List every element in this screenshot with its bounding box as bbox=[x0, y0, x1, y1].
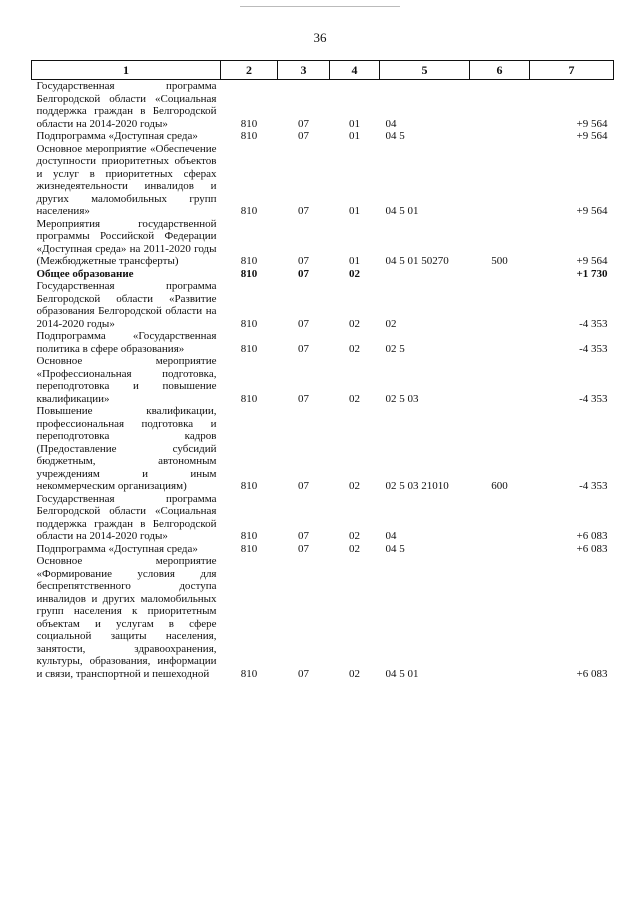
expense-type-cell bbox=[470, 543, 530, 556]
row-name-cell: Общее образование bbox=[36, 267, 134, 280]
row-name-cell: Государственная программа Белгородской области «Социальная поддержка граждан в Белгородской области на 2014-2020 годы» bbox=[36, 492, 217, 542]
page-number: 36 bbox=[313, 30, 327, 45]
target-article-cell: 04 5 01 bbox=[385, 667, 419, 680]
table-row bbox=[32, 218, 614, 268]
target-article-cell: 04 bbox=[385, 117, 397, 130]
code-ministry-cell: 810 bbox=[240, 205, 258, 217]
code-ministry-cell: 810 bbox=[240, 130, 258, 142]
code-ministry-cell: 810 bbox=[240, 542, 258, 555]
code-subsection-cell: 01 bbox=[349, 255, 360, 267]
target-article-cell: 04 5 bbox=[385, 130, 405, 142]
expense-type-cell bbox=[470, 280, 530, 330]
table-row bbox=[32, 330, 614, 355]
target-article-cell: 02 5 03 bbox=[385, 392, 419, 405]
table-row bbox=[32, 280, 614, 330]
header-col-2: 2 bbox=[221, 61, 278, 80]
target-article-cell: 04 bbox=[385, 530, 397, 542]
table-row bbox=[32, 543, 614, 556]
header-col-4: 4 bbox=[330, 61, 380, 80]
table-body bbox=[32, 80, 614, 681]
expense-type-cell bbox=[470, 143, 530, 218]
expense-type-cell bbox=[470, 80, 530, 131]
table-row bbox=[32, 143, 614, 218]
code-ministry-cell: 810 bbox=[240, 117, 258, 130]
code-subsection-cell: 02 bbox=[349, 317, 360, 330]
table-row bbox=[32, 493, 614, 543]
target-article-cell: 02 5 bbox=[385, 342, 405, 355]
code-section-cell: 07 bbox=[298, 342, 309, 355]
amount-cell: +6 083 bbox=[576, 667, 608, 680]
code-subsection-cell: 01 bbox=[349, 130, 360, 142]
row-name-cell: Основное мероприятие «Профессиональная подготовка, переподготовка и повышение квалификации» bbox=[36, 355, 217, 405]
row-name-cell: Основное мероприятие «Формирование условия для беспрепятственного доступа инвалидов и других маломобильных групп населения к приоритетным объектам и услугам в сфере социальной защиты населения, занятости, здравоохранения, культуры, образования, информации и связи, транспортной и пешеходной bbox=[36, 555, 217, 680]
code-subsection-cell: 02 bbox=[349, 267, 360, 280]
row-name-cell: Подпрограмма «Доступная среда» bbox=[36, 130, 198, 142]
target-article-cell: 04 5 01 bbox=[385, 205, 419, 217]
code-subsection-cell: 02 bbox=[349, 667, 360, 680]
code-ministry-cell: 810 bbox=[240, 530, 258, 542]
amount-cell: -4 353 bbox=[579, 480, 608, 492]
amount-cell: +9 564 bbox=[576, 205, 608, 217]
code-section-cell: 07 bbox=[298, 530, 309, 542]
expense-type-cell: 600 bbox=[491, 480, 508, 492]
code-ministry-cell: 810 bbox=[240, 480, 258, 492]
table-row bbox=[32, 268, 614, 281]
table-row bbox=[32, 80, 614, 131]
header-col-7: 7 bbox=[530, 61, 614, 80]
top-scan-line bbox=[240, 6, 400, 7]
amount-cell: +1 730 bbox=[576, 267, 608, 280]
target-article-cell: 04 5 01 50270 bbox=[385, 255, 449, 267]
row-name-cell: Мероприятия государственной программы Российской Федерации «Доступная среда» на 2011-2020 годы (Межбюджетные трансферты) bbox=[36, 217, 217, 267]
code-section-cell: 07 bbox=[298, 255, 309, 267]
row-name-cell: Подпрограмма «Доступная среда» bbox=[36, 542, 198, 555]
code-section-cell: 07 bbox=[298, 317, 309, 330]
code-subsection-cell: 02 bbox=[349, 480, 360, 492]
amount-cell: +9 564 bbox=[576, 255, 608, 267]
code-subsection-cell: 02 bbox=[349, 542, 360, 555]
code-subsection-cell: 01 bbox=[349, 205, 360, 217]
target-article-cell: 02 5 03 21010 bbox=[385, 480, 449, 492]
code-ministry-cell: 810 bbox=[240, 317, 258, 330]
code-section-cell: 07 bbox=[298, 117, 309, 130]
code-section-cell: 07 bbox=[298, 542, 309, 555]
row-name-cell: Подпрограмма «Государственная политика в сфере образования» bbox=[36, 330, 217, 355]
amount-cell: +9 564 bbox=[576, 130, 608, 142]
code-section-cell: 07 bbox=[298, 392, 309, 405]
amount-cell: +9 564 bbox=[576, 117, 608, 130]
target-article-cell bbox=[380, 268, 470, 281]
code-subsection-cell: 02 bbox=[349, 530, 360, 542]
expense-type-cell bbox=[470, 555, 530, 680]
code-ministry-cell: 810 bbox=[240, 342, 258, 355]
code-section-cell: 07 bbox=[298, 480, 309, 492]
table-row bbox=[32, 130, 614, 143]
expense-type-cell bbox=[470, 493, 530, 543]
header-row bbox=[32, 61, 614, 80]
target-article-cell: 04 5 bbox=[385, 542, 405, 555]
header-col-6: 6 bbox=[470, 61, 530, 80]
expense-type-cell bbox=[470, 268, 530, 281]
row-name-cell: Повышение квалификации, профессиональная подготовка и переподготовка кадров (Предоставление субсидий бюджетным, автономным учреждениям и иным некоммерческим организациям) bbox=[36, 405, 217, 492]
table-row bbox=[32, 405, 614, 493]
expense-type-cell bbox=[470, 130, 530, 143]
code-section-cell: 07 bbox=[298, 205, 309, 217]
amount-cell: +6 083 bbox=[576, 530, 608, 542]
code-subsection-cell: 02 bbox=[349, 392, 360, 405]
code-ministry-cell: 810 bbox=[240, 392, 258, 405]
header-col-3: 3 bbox=[278, 61, 330, 80]
code-ministry-cell: 810 bbox=[240, 667, 258, 680]
header-col-1: 1 bbox=[32, 61, 221, 80]
code-section-cell: 07 bbox=[298, 667, 309, 680]
expense-type-cell bbox=[470, 330, 530, 355]
amount-cell: +6 083 bbox=[576, 542, 608, 555]
expense-type-cell bbox=[470, 355, 530, 405]
row-name-cell: Государственная программа Белгородской области «Социальная поддержка граждан в Белгородской области на 2014-2020 годы» bbox=[36, 80, 217, 130]
row-name-cell: Основное мероприятие «Обеспечение доступности приоритетных объектов и услуг в приоритетных сферах жизнедеятельности инвалидов и других маломобильных групп населения» bbox=[36, 142, 217, 217]
amount-cell: -4 353 bbox=[579, 342, 608, 355]
amount-cell: -4 353 bbox=[579, 392, 608, 405]
header-col-5: 5 bbox=[380, 61, 470, 80]
code-ministry-cell: 810 bbox=[240, 267, 258, 280]
target-article-cell: 02 bbox=[385, 317, 397, 330]
code-subsection-cell: 01 bbox=[349, 117, 360, 130]
code-ministry-cell: 810 bbox=[240, 255, 258, 267]
table-row bbox=[32, 355, 614, 405]
table-row bbox=[32, 555, 614, 680]
code-section-cell: 07 bbox=[298, 130, 309, 142]
code-subsection-cell: 02 bbox=[349, 342, 360, 355]
row-name-cell: Государственная программа Белгородской области «Развитие образования Белгородской области на 2014-2020 годы» bbox=[36, 280, 217, 330]
amount-cell: -4 353 bbox=[579, 317, 608, 330]
code-section-cell: 07 bbox=[298, 267, 309, 280]
budget-table bbox=[31, 60, 614, 680]
expense-type-cell: 500 bbox=[491, 255, 508, 267]
